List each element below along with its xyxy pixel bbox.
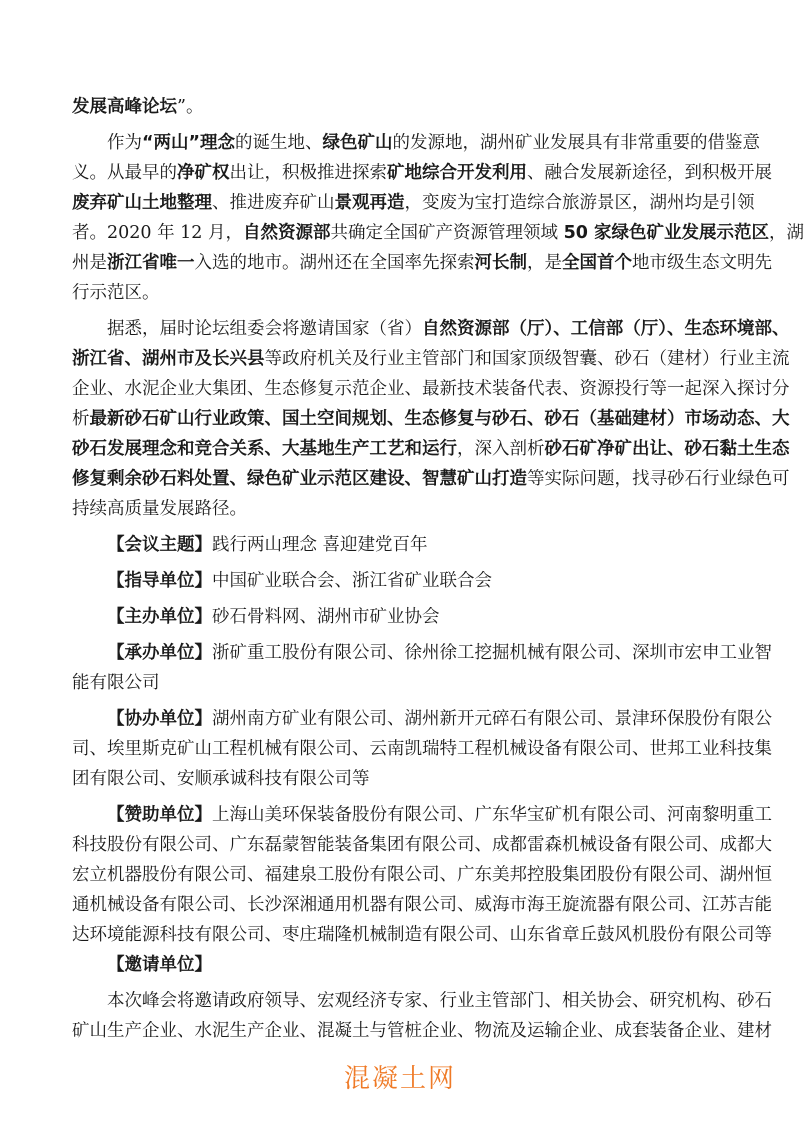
text-line bbox=[72, 860, 772, 890]
text-line bbox=[72, 248, 772, 278]
text-line bbox=[72, 158, 772, 188]
bold-text: 发展高峰论坛 bbox=[72, 97, 177, 117]
text-line bbox=[72, 1016, 772, 1046]
text-run: 地市级生态文明先 bbox=[632, 253, 772, 273]
text-line bbox=[72, 668, 722, 698]
text-run: 团有限公司、安顺承诚科技有限公司等 bbox=[72, 769, 370, 789]
bold-text: 浙江省、湖州市及长兴县 bbox=[72, 349, 265, 369]
text-run: ，是 bbox=[527, 253, 562, 273]
text-line bbox=[72, 188, 755, 218]
text-run: 砂石骨料网、湖州市矿业协会 bbox=[212, 607, 440, 627]
text-run: ，变废为宝打造综合旅游景区，湖州均是引领 bbox=[404, 193, 755, 213]
bold-text: 绿色矿山 bbox=[322, 133, 393, 153]
text-line bbox=[72, 890, 772, 920]
bold-text: 河长制 bbox=[474, 253, 527, 273]
bold-text: 废弃矿山土地整理 bbox=[72, 193, 212, 213]
text-run: 通机械设备有限公司、长沙深湘通用机器有限公司、威海市海王旋流器有限公司、江苏吉能 bbox=[72, 895, 772, 915]
text-run: 践行两山理念 喜迎建党百年 bbox=[212, 535, 428, 555]
text-run: 科技股份有限公司、广东磊蒙智能装备集团有限公司、成都雷森机械设备有限公司、成都大 bbox=[72, 835, 772, 855]
text-line bbox=[72, 920, 772, 950]
text-run: 上海山美环保装备股份有限公司、广东华宝矿机有限公司、河南黎明重工 bbox=[212, 805, 772, 825]
text-run: 共确定全国矿产资源管理领域 bbox=[330, 223, 564, 243]
text-line bbox=[72, 128, 761, 158]
bold-text: 【指导单位】 bbox=[107, 571, 212, 591]
bold-text: 【邀请单位】 bbox=[107, 955, 212, 975]
bold-text: 50 家绿色矿业发展示范区 bbox=[563, 223, 770, 243]
bold-text: 砂石矿净矿出让、砂石黏土生态 bbox=[544, 439, 790, 459]
text-run: ”。 bbox=[177, 97, 204, 117]
text-run: 作为 bbox=[107, 133, 142, 153]
bold-text: 【协办单位】 bbox=[107, 709, 212, 729]
text-line bbox=[72, 374, 790, 404]
text-line bbox=[72, 734, 772, 764]
text-run: ，深入剖析 bbox=[457, 439, 545, 459]
text-line bbox=[72, 638, 772, 668]
text-line bbox=[72, 314, 790, 344]
text-line bbox=[72, 344, 790, 374]
bold-text: 修复剩余砂石料处置、绿色矿业示范区建设、智慧矿山打造 bbox=[72, 469, 527, 489]
text-run: 达环境能源科技有限公司、枣庄瑞隆机械制造有限公司、山东省章丘鼓风机股份有限公司等 bbox=[72, 925, 772, 945]
text-line bbox=[72, 566, 722, 596]
text-run: 浙矿重工股份有限公司、徐州徐工挖掘机械有限公司、深圳市宏申工业智 bbox=[212, 643, 772, 663]
text-line bbox=[72, 464, 790, 494]
text-line bbox=[72, 986, 772, 1016]
text-line bbox=[72, 92, 722, 122]
text-run: 中国矿业联合会、浙江省矿业联合会 bbox=[212, 571, 492, 591]
text-line bbox=[72, 602, 722, 632]
bold-text: 【主办单位】 bbox=[107, 607, 212, 627]
text-line bbox=[72, 530, 722, 560]
text-run: 等实际问题，找寻砂石行业绿色可 bbox=[527, 469, 790, 489]
text-line bbox=[72, 494, 722, 524]
bold-text: 【赞助单位】 bbox=[107, 805, 212, 825]
text-run: 、融合发展新途径，到积极开展 bbox=[527, 163, 772, 183]
bold-text: 浙江省唯一 bbox=[107, 253, 195, 273]
text-run: 宏立机器股份有限公司、福建泉工股份有限公司、广东美邦控股集团股份有限公司、湖州恒 bbox=[72, 865, 772, 885]
text-line bbox=[72, 218, 804, 248]
bold-text: “两山”理念 bbox=[142, 133, 236, 153]
text-line bbox=[72, 800, 772, 830]
text-run: 司、埃里斯克矿山工程机械有限公司、云南凯瑞特工程机械设备有限公司、世邦工业科技集 bbox=[72, 739, 772, 759]
text-line bbox=[72, 434, 790, 464]
bold-text: 净矿权 bbox=[177, 163, 230, 183]
text-line bbox=[72, 404, 790, 434]
text-run: 州是 bbox=[72, 253, 107, 273]
bold-text: 最新砂石矿山行业政策、国土空间规划、生态修复与砂石、砂石（基础建材）市场动态、大 bbox=[89, 409, 790, 429]
text-run: 出让，积极推进探索 bbox=[229, 163, 387, 183]
text-run: 者。2020 年 12 月， bbox=[72, 223, 243, 243]
text-run: 的诞生地、 bbox=[235, 133, 323, 153]
text-run: 本次峰会将邀请政府领导、宏观经济专家、行业主管部门、相关协会、研究机构、砂石 bbox=[107, 991, 772, 1011]
text-run: 义。从最早的 bbox=[72, 163, 177, 183]
text-line bbox=[72, 830, 772, 860]
bold-text: 全国首个 bbox=[562, 253, 632, 273]
text-line bbox=[72, 950, 722, 980]
bold-text: 景观再造 bbox=[334, 193, 405, 213]
text-run: 行示范区。 bbox=[72, 283, 160, 303]
text-run: ，湖 bbox=[769, 223, 804, 243]
text-run: 入选的地市。湖州还在全国率先探索 bbox=[194, 253, 475, 273]
text-run: 等政府机关及行业主管部门和国家顶级智囊、砂石（建材）行业主流 bbox=[264, 349, 790, 369]
text-run: 矿山生产企业、水泥生产企业、混凝土与管桩企业、物流及运输企业、成套装备企业、建材 bbox=[72, 1021, 772, 1041]
bold-text: 自然资源部 bbox=[243, 223, 331, 243]
text-line bbox=[72, 704, 772, 734]
text-run: 企业、水泥企业大集团、生态修复示范企业、最新技术装备代表、资源投行等一起深入探讨分 bbox=[72, 379, 790, 399]
bold-text: 自然资源部（厅）、工信部（厅）、生态环境部、 bbox=[422, 319, 790, 339]
bold-text: 砂石发展理念和竞合关系、大基地生产工艺和运行 bbox=[72, 439, 457, 459]
bold-text: 矿地综合开发利用 bbox=[387, 163, 527, 183]
text-run: 的发源地，湖州矿业发展具有非常重要的借鉴意 bbox=[392, 133, 761, 153]
text-line bbox=[72, 764, 722, 794]
text-run: 湖州南方矿业有限公司、湖州新开元碎石有限公司、景津环保股份有限公 bbox=[212, 709, 772, 729]
text-run: 持续高质量发展路径。 bbox=[72, 499, 247, 519]
text-line bbox=[72, 278, 722, 308]
bold-text: 【会议主题】 bbox=[107, 535, 212, 555]
text-run: 能有限公司 bbox=[72, 673, 160, 693]
text-run: 、推进废弃矿山 bbox=[212, 193, 335, 213]
text-run: 析 bbox=[72, 409, 90, 429]
document-body bbox=[72, 92, 804, 1046]
bold-text: 【承办单位】 bbox=[107, 643, 212, 663]
watermark: 混凝土网 bbox=[343, 1064, 456, 1094]
text-run: 据悉，届时论坛组委会将邀请国家（省） bbox=[107, 319, 422, 339]
